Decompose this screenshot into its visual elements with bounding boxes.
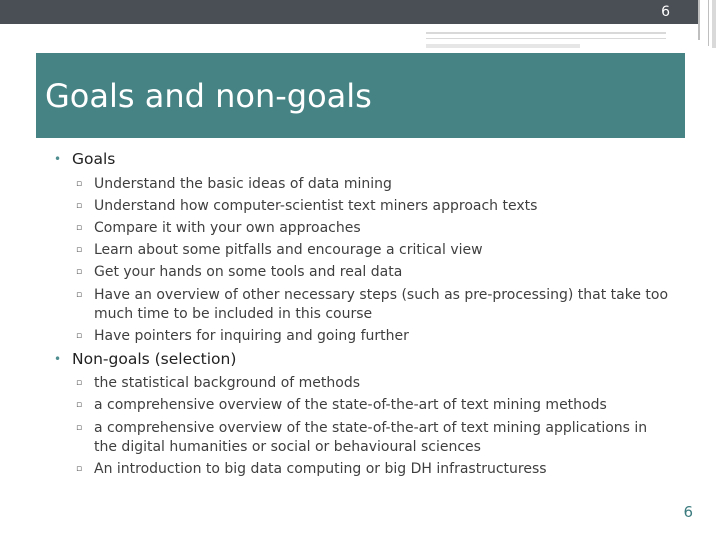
list-item-text: Understand the basic ideas of data mining bbox=[94, 176, 392, 192]
section-label: Goals bbox=[72, 150, 116, 168]
list-item-text-continued: much time to be included in this course bbox=[94, 306, 373, 322]
square-bullet-icon: ▫ bbox=[76, 400, 83, 410]
list-item-text-continued: the digital humanities or social or behavioural sciences bbox=[94, 439, 481, 455]
round-bullet-icon: • bbox=[54, 152, 62, 166]
list-item-text: Learn about some pitfalls and encourage a critical view bbox=[94, 242, 483, 258]
square-bullet-icon: ▫ bbox=[76, 223, 83, 233]
list-item-text: Have pointers for inquiring and going further bbox=[94, 328, 409, 344]
square-bullet-icon: ▫ bbox=[76, 331, 83, 341]
square-bullet-icon: ▫ bbox=[76, 245, 83, 255]
list-item-text: the statistical background of methods bbox=[94, 375, 361, 391]
list-item-text: An introduction to big data computing or big DH infrastructuress bbox=[94, 461, 547, 477]
footer-page-number: 6 bbox=[683, 503, 693, 521]
square-bullet-icon: ▫ bbox=[76, 267, 83, 277]
square-bullet-icon: ▫ bbox=[76, 378, 83, 388]
round-bullet-icon: • bbox=[54, 352, 62, 366]
slide-title: Goals and non-goals bbox=[45, 77, 372, 115]
square-bullet-icon: ▫ bbox=[76, 423, 83, 433]
square-bullet-icon: ▫ bbox=[76, 179, 83, 189]
list-item-text: a comprehensive overview of the state-of-the-art of text mining methods bbox=[94, 397, 607, 413]
square-bullet-icon: ▫ bbox=[76, 290, 83, 300]
list-item-text: Get your hands on some tools and real data bbox=[94, 264, 403, 280]
list-item-text: Understand how computer-scientist text miners approach texts bbox=[94, 198, 538, 214]
list-item-text: a comprehensive overview of the state-of-the-art of text mining applications in bbox=[94, 420, 648, 436]
list-item-text: Compare it with your own approaches bbox=[94, 220, 361, 236]
header-page-number: 6 bbox=[661, 4, 670, 20]
list-item-text: Have an overview of other necessary steps (such as pre-processing) that take too bbox=[94, 287, 669, 303]
square-bullet-icon: ▫ bbox=[76, 201, 83, 211]
section-label: Non-goals (selection) bbox=[72, 350, 237, 368]
square-bullet-icon: ▫ bbox=[76, 464, 83, 474]
